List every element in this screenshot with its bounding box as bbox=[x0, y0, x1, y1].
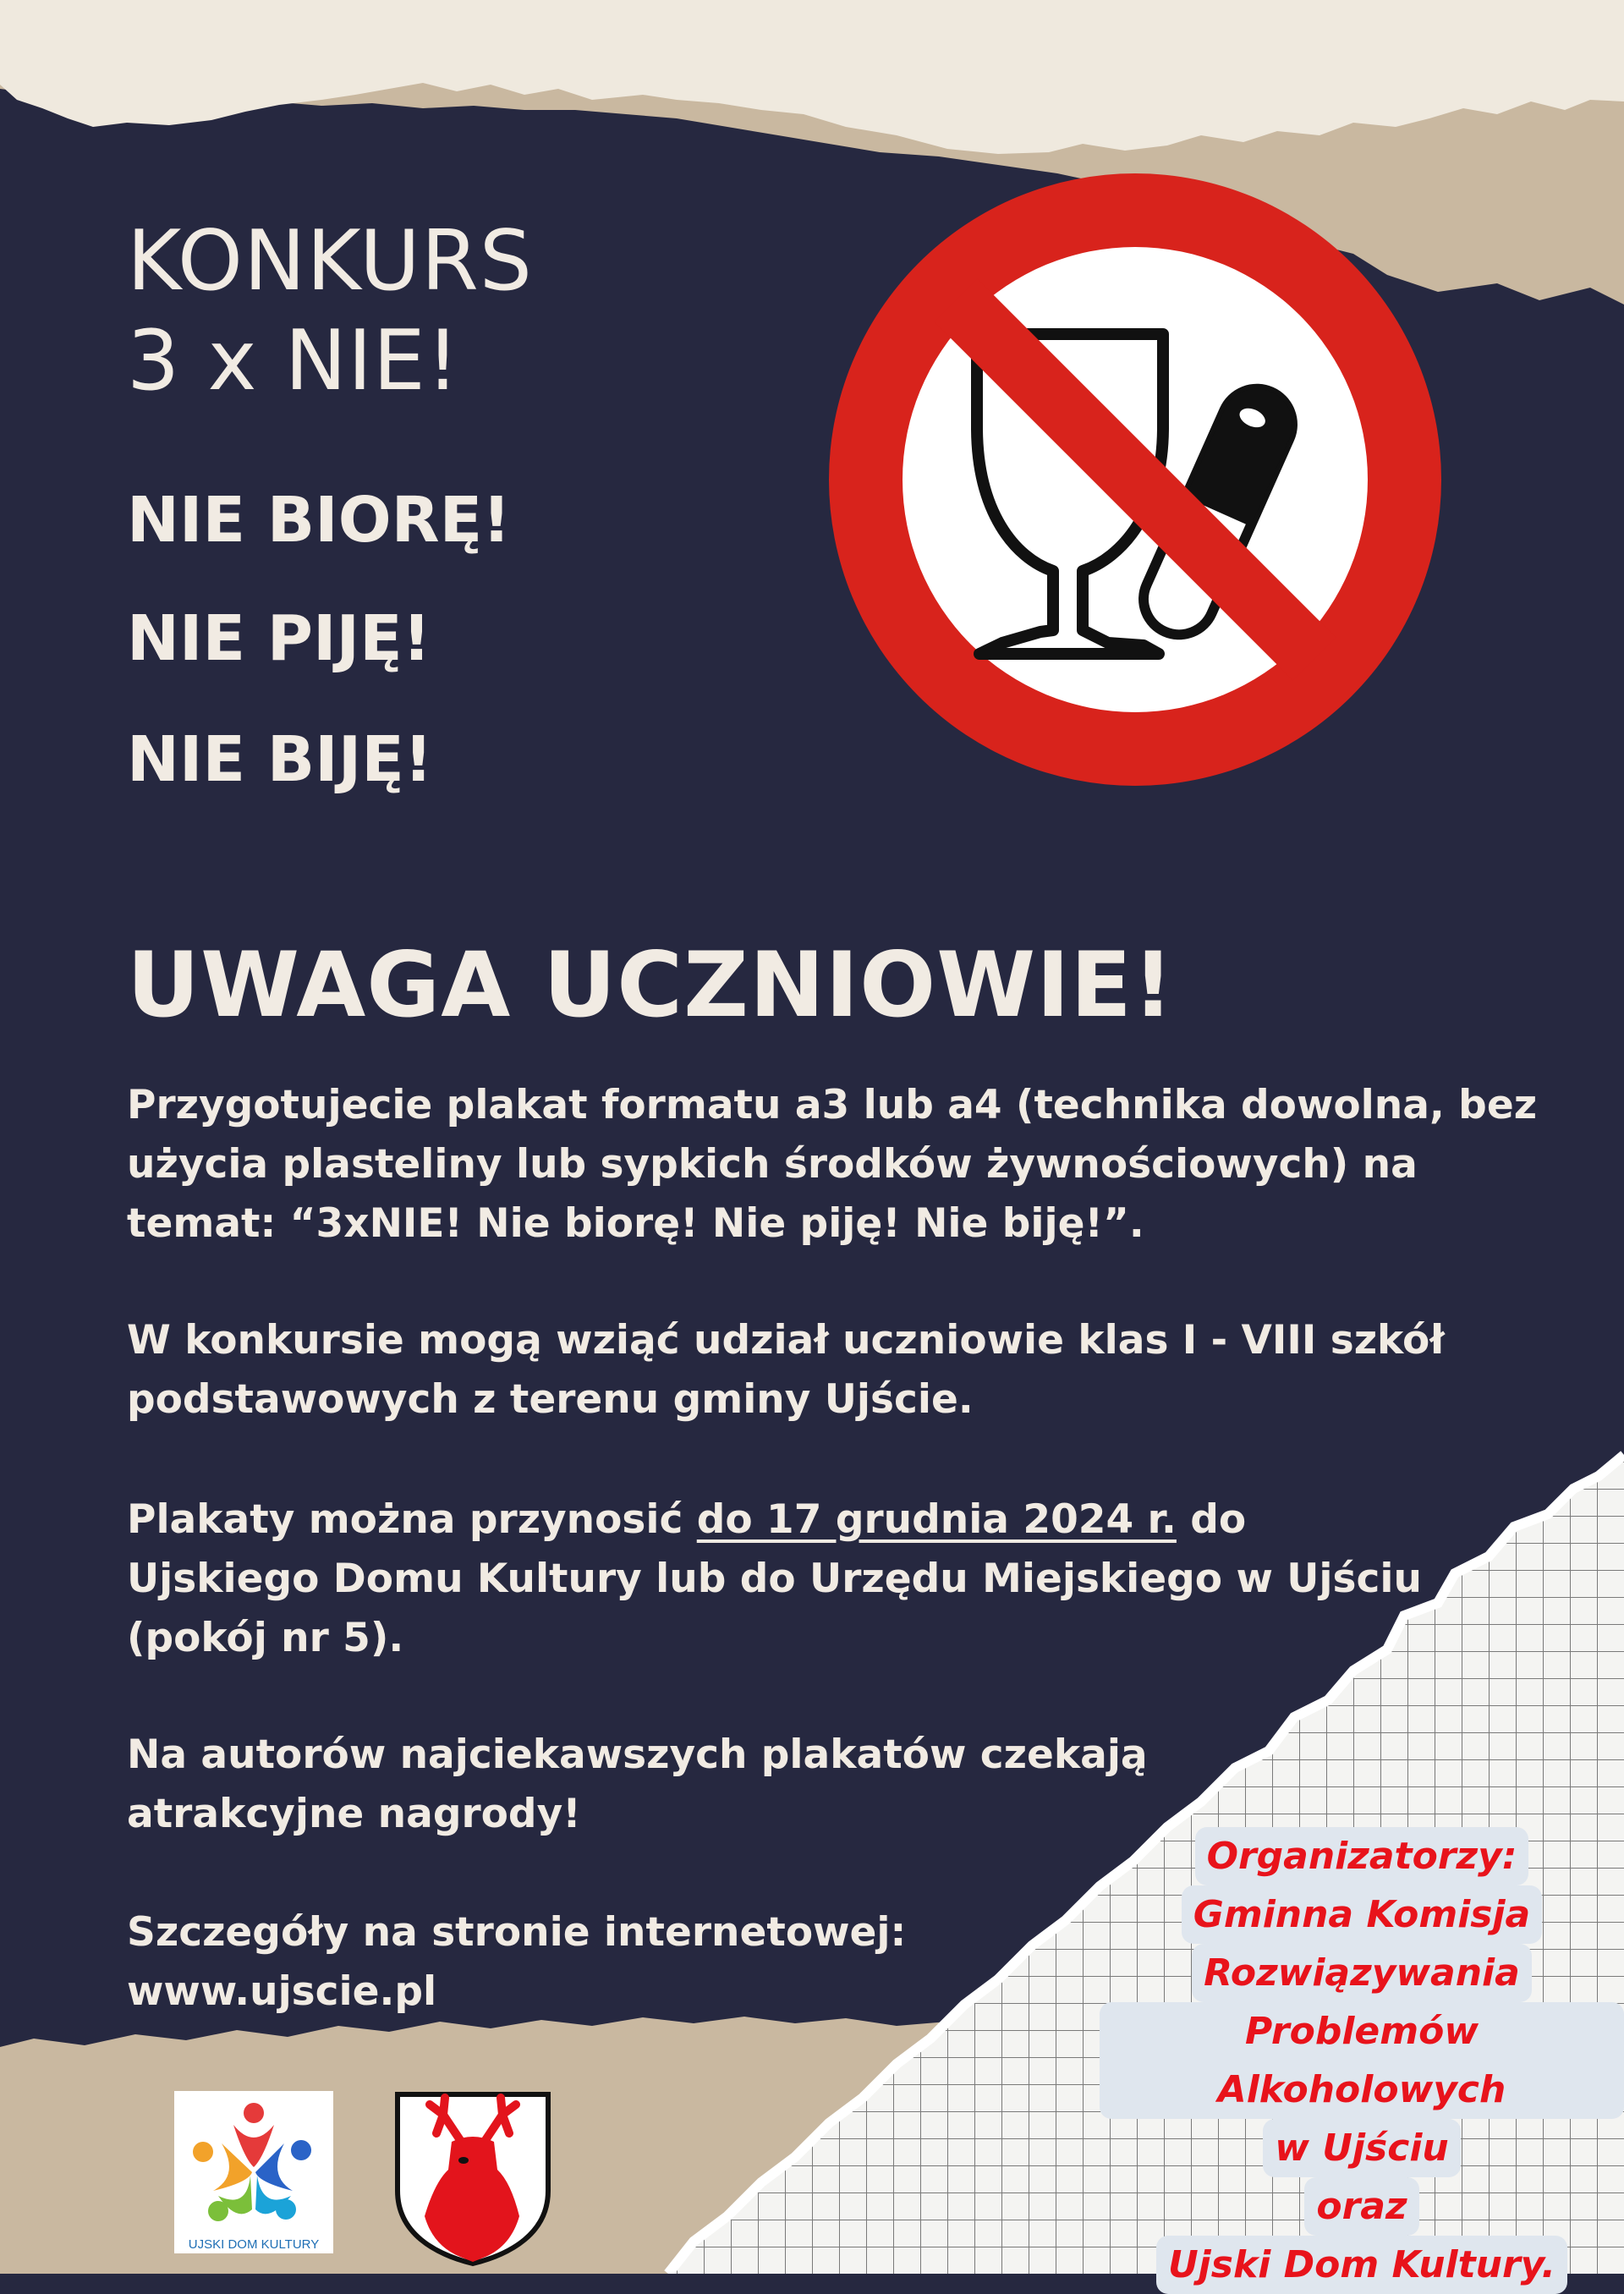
organizers-label: Organizatorzy: bbox=[1195, 1827, 1529, 1885]
udk-logo-text: UJSKI DOM KULTURY bbox=[188, 2237, 320, 2252]
organizer-line-6: Ujski Dom Kultury. bbox=[1156, 2236, 1567, 2294]
organizer-line-2: Rozwiązywania bbox=[1192, 1944, 1532, 2002]
deer-crest-icon bbox=[392, 2089, 553, 2267]
paragraph-deadline bbox=[127, 1490, 1446, 1668]
paragraph-details bbox=[127, 1903, 1142, 2022]
slogan-3: NIE BIJĘ! bbox=[127, 723, 433, 796]
details-label: Szczegóły na stronie internetowej: bbox=[127, 1909, 907, 1956]
organizer-line-1: Gminna Komisja bbox=[1182, 1885, 1543, 1944]
title-line-1: KONKURS bbox=[127, 213, 534, 310]
organizers-block bbox=[1100, 1827, 1624, 2294]
organizer-line-3: Problemów Alkoholowych bbox=[1100, 2002, 1624, 2119]
paragraph-eligibility: W konkursie mogą wziąć udział uczniowie klas I - VIII szkół podstawowych z terenu gminy Ujście. bbox=[127, 1317, 1445, 1423]
slogan-2: NIE PIJĘ! bbox=[127, 602, 431, 675]
slogan-1: NIE BIORĘ! bbox=[127, 484, 511, 557]
organizer-line-5: oraz bbox=[1304, 2177, 1418, 2236]
organizer-line-4: w Ujściu bbox=[1263, 2119, 1460, 2177]
website-link[interactable]: www.ujscie.pl bbox=[127, 1968, 437, 2015]
paragraph-rules: Przygotujecie plakat formatu a3 lub a4 (technika dowolna, bez użycia plasteliny lub sypkich środków żywnościowych) na temat: “3xNIE! Nie biorę! Nie piję! Nie biję!”. bbox=[127, 1082, 1538, 1247]
deadline-intro: Plakaty można przynosić bbox=[127, 1496, 697, 1543]
no-alcohol-no-drugs-sign-icon bbox=[829, 173, 1442, 787]
udk-logo-icon bbox=[174, 2091, 333, 2253]
deadline-date: do 17 grudnia 2024 r. bbox=[696, 1496, 1177, 1543]
paragraph-prizes: Na autorów najciekawszych plakatów czekają atrakcyjne nagrody! bbox=[127, 1731, 1148, 1837]
title-line-2: 3 x NIE! bbox=[127, 313, 461, 409]
headline: UWAGA UCZNIOWIE! bbox=[127, 933, 1175, 1037]
page-title bbox=[127, 211, 533, 411]
deadline-place: do Ujskiego Domu Kultury lub do Urzędu Miejskiego w Ujściu (pokój nr 5). bbox=[127, 1496, 1422, 1661]
